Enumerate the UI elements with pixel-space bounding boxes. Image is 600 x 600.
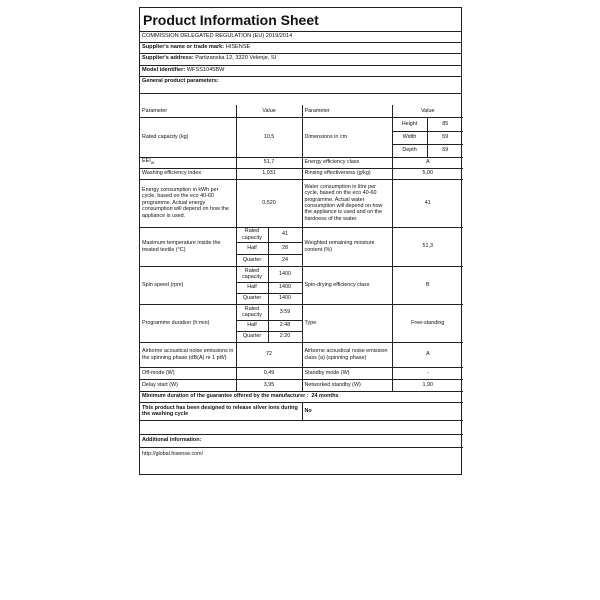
rinsing-value: 5,00 <box>392 168 463 179</box>
standby-value: - <box>392 367 463 379</box>
moisture-label: Weighted remaining moisture content (%) <box>302 227 392 266</box>
depth-label: Depth <box>392 144 427 157</box>
moisture-value: 51,3 <box>392 227 463 266</box>
energy-consumption-label: Energy consumption in kWh per cycle, based on the eco 40-60 programme. Actual energy consumption will depend on how the appliance is used. <box>140 179 236 227</box>
depth-value: 59 <box>427 144 463 157</box>
networked-standby-label: Networked standby (W) <box>302 379 392 391</box>
regulation-text: COMMISSION DELEGATED REGULATION (EU) 2019/2014 <box>142 33 293 39</box>
height-value: 85 <box>427 117 463 131</box>
table-row <box>140 447 463 461</box>
product-information-sheet <box>139 7 462 475</box>
duration-rated-value: 3:59 <box>268 304 302 320</box>
delay-start-value: 3,95 <box>236 379 302 391</box>
off-mode-label: Off-mode (W) <box>140 367 236 379</box>
table-header-row <box>140 105 463 117</box>
header-parameter: Parameter <box>140 105 236 117</box>
guarantee-cell <box>140 391 463 402</box>
supplier-row <box>140 43 461 54</box>
energy-class-label: Energy efficiency class <box>302 157 392 168</box>
empty-row <box>140 94 461 105</box>
washing-index-label: Washing efficiency index <box>140 168 236 179</box>
parameters-table <box>140 105 463 461</box>
spin-speed-label: Spin speed (rpm) <box>140 266 236 304</box>
sheet-title: Product Information Sheet <box>140 8 461 32</box>
max-temp-label: Maximum temperature inside the treated textile (°C) <box>140 227 236 266</box>
table-row <box>140 402 463 420</box>
supplier-value: HISENSE <box>225 44 251 50</box>
guarantee-label: Minimum duration of the guarantee offered by the manufacturer : <box>142 393 309 400</box>
general-params-label: General product parameters: <box>142 78 219 84</box>
table-row <box>140 342 463 367</box>
spin-class-label: Spin-drying efficiency class <box>302 266 392 304</box>
address-value: Partizanska 12, 3320 Velenje, SI <box>195 55 277 61</box>
header-value-2: Value <box>392 105 463 117</box>
additional-info-label: Additional information: <box>140 434 463 447</box>
water-consumption-value: 41 <box>392 179 463 227</box>
off-mode-value: 0,49 <box>236 367 302 379</box>
noise-class-value: A <box>392 342 463 367</box>
networked-standby-value: 1,90 <box>392 379 463 391</box>
spin-class-value: B <box>392 266 463 304</box>
energy-consumption-value: 0,520 <box>236 179 302 227</box>
spin-half-value: 1400 <box>268 282 302 293</box>
url-link[interactable]: http://global.hisense.com/ <box>140 447 463 461</box>
duration-half-value: 2:48 <box>268 320 302 331</box>
address-row <box>140 54 461 66</box>
blank-cell <box>140 420 463 434</box>
table-row <box>140 367 463 379</box>
model-label: Model identifier: <box>142 67 186 73</box>
model-row <box>140 66 461 77</box>
table-row <box>140 168 463 179</box>
width-label: Width <box>392 131 427 144</box>
table-row <box>140 157 463 168</box>
address-label: Supplier's address: <box>142 55 194 61</box>
table-row <box>140 391 463 402</box>
duration-label: Programme duration (h:min) <box>140 304 236 342</box>
general-params-row <box>140 77 461 94</box>
duration-quarter-label: Quarter <box>236 331 268 342</box>
silver-ions-label: This product has been designed to release silver ions during the washing cycle <box>140 402 302 420</box>
spin-rated-value: 1400 <box>268 266 302 282</box>
duration-rated-label: Rated capacity <box>236 304 268 320</box>
table-row <box>140 266 463 282</box>
eei-label: $EEI_W$ <box>140 157 236 168</box>
table-row <box>140 420 463 434</box>
table-row <box>140 179 463 227</box>
standby-label: Standby mode (W) <box>302 367 392 379</box>
max-temp-half-value: 28 <box>268 242 302 254</box>
duration-half-label: Half <box>236 320 268 331</box>
eei-value: 51,7 <box>236 157 302 168</box>
duration-quarter-value: 2:20 <box>268 331 302 342</box>
supplier-label: Supplier's name or trade mark: <box>142 44 225 50</box>
energy-class-value: A <box>392 157 463 168</box>
spin-rated-label: Rated capacity <box>236 266 268 282</box>
table-row <box>140 117 463 131</box>
noise-value: 72 <box>236 342 302 367</box>
rinsing-label: Rinsing effectiveness (g/kg) <box>302 168 392 179</box>
washing-index-value: 1,031 <box>236 168 302 179</box>
rated-capacity-label: Rated capacity (kg) <box>140 117 236 157</box>
max-temp-quarter-value: 24 <box>268 254 302 266</box>
type-value: Free-standing <box>392 304 463 342</box>
silver-ions-value: No <box>302 402 463 420</box>
spin-half-label: Half <box>236 282 268 293</box>
delay-start-label: Delay start (W) <box>140 379 236 391</box>
header-parameter-2: Parameter <box>302 105 392 117</box>
rated-capacity-value: 10,5 <box>236 117 302 157</box>
max-temp-quarter-label: Quarter <box>236 254 268 266</box>
noise-class-label: Airborne acoustical noise emission class (a) (spinning phase) <box>302 342 392 367</box>
regulation-row <box>140 32 461 43</box>
spin-quarter-label: Quarter <box>236 293 268 304</box>
max-temp-rated-label: Rated capacity <box>236 227 268 242</box>
max-temp-half-label: Half <box>236 242 268 254</box>
type-label: Type <box>302 304 392 342</box>
width-value: 59 <box>427 131 463 144</box>
noise-label: Airborne acoustical noise emissions in the spinning phase (dB(A) re 1 pW) <box>140 342 236 367</box>
spin-quarter-value: 1400 <box>268 293 302 304</box>
header-value: Value <box>236 105 302 117</box>
max-temp-rated-value: 41 <box>268 227 302 242</box>
table-row <box>140 304 463 320</box>
dimensions-label: Dimensions in cm <box>302 117 392 157</box>
model-value: WFSS1045BW <box>186 67 225 73</box>
guarantee-value: 24 months <box>311 393 339 400</box>
table-row <box>140 227 463 242</box>
water-consumption-label: Water consumption in litre per cycle, based on the eco 40-60 programme. Actual water consumption will depend on how the appliance is used and on the hardness of the water. <box>302 179 392 227</box>
height-label: Height <box>392 117 427 131</box>
table-row <box>140 379 463 391</box>
table-row <box>140 434 463 447</box>
